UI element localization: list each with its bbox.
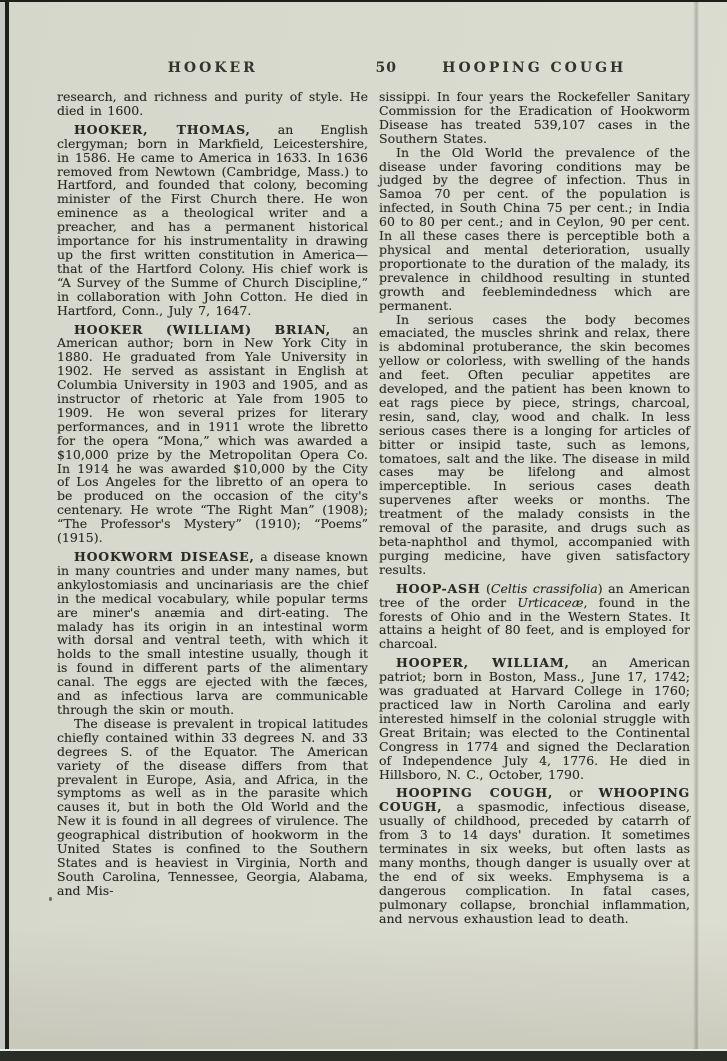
- body-text: ) an American tree of the order: [379, 580, 690, 610]
- entry-headword: HOOKER, THOMAS,: [74, 121, 251, 137]
- body-text: sissippi. In four years the Rockefeller Sanitary Commission for the Eradication of Hookworm Disease has treated 539,107 cases in the Southern States.: [379, 89, 690, 146]
- body-text: The disease is prevalent in tropical latitudes chiefly contained within 33 degrees N. and 33 degrees S. of the Equator. The American variety of the disease differs from that prevalent in Europe, Asia, and Africa, in the symptoms as well as in the parasite which causes it, but in both the Old World and the New it is found in all degrees of virulence. The geographical distribution of hookworm in the United States is confined to the Southern States and is heaviest in Virginia, North and South Carolina, Tennessee, Georgia, Alabama, and Mis-: [57, 715, 368, 898]
- header-left-title: HOOKER: [167, 60, 258, 76]
- body-text: an American author; born in New York City in 1880. He graduated from Yale University in 1902. He served as assistant in English at Columbia University in 1903 and 1905, and as instructor of rhetoric at Yale from 1905 to 1909. He won several prizes for literary performances, and in 1911 wrote the libretto for the opera “Mona,” which was awarded a $10,000 prize by the Metropolitan Opera Co. In 1914 he was awarded $10,000 by the City of Los Angeles for the libretto of an opera to be produced on the occasion of the city's centenary. He wrote “The Right Man” (1908); “The Professor's Mystery” (1910); “Poems” (1915).: [57, 321, 368, 546]
- continuation-paragraph: [379, 90, 690, 146]
- entry-hooper-william: [379, 656, 690, 781]
- entry-headword: WHOOPING COUGH,: [379, 785, 691, 815]
- entry-hooker-thomas: [57, 123, 368, 318]
- hookworm-distribution-paragraph: [57, 717, 368, 898]
- scan-top-edge: [0, 0, 727, 2]
- continuation-paragraph: [57, 90, 368, 118]
- text-columns: [57, 90, 690, 925]
- body-text: an English clergyman; born in Markfield, Leicestershire, in 1586. He came to America in 1633. In 1636 removed from Newtown (Cambridge, Mass.) to Hartford, and founded that colony, becoming minister of the First Church there. He won eminence as a theological writer and a preacher, and has a permanent historical importance for his instrumentality in drawing up the first written constitution in America—that of the Hartford Colony. His chief work is “A Survey of the Summe of Church Discipline,” in collaboration with John Cotton. He died in Hartford, Conn., July 7, 1647.: [57, 121, 368, 318]
- entry-headword: HOOKWORM DISEASE,: [74, 549, 255, 564]
- book-page: [9, 2, 727, 1049]
- body-text: research, and richness and purity of style. He died in 1600.: [57, 89, 368, 118]
- body-text: , found in the forests of Ohio and in the Western States. It attains a height of 80 feet, and is employed for charcoal.: [379, 594, 691, 652]
- entry-hooker-william-brian: [57, 323, 368, 546]
- body-text: (: [480, 580, 491, 596]
- right-column: [379, 90, 690, 925]
- left-column: [57, 90, 368, 925]
- body-text: a disease known in many countries and under many names, but ankylostomiasis and uncinariasis are the chief in the medical vocabulary, while popular terms are miner's anæmia and dirt-eating. The malady has its origin in an intestinal worm with dorsal and ventral teeth, with which it holds to the small intestine usually, though it is found in different parts of the alimentary canal. The eggs are ejected with the fæces, and as infectious larva are communicable through the skin or mouth.: [57, 549, 368, 717]
- scan-bottom-edge: [0, 1051, 727, 1061]
- header-right-title: HOOPING COUGH: [442, 60, 627, 76]
- entry-headword: HOOPER, WILLIAM,: [396, 655, 570, 671]
- latin-name: Urticaceæ: [517, 594, 584, 610]
- old-world-prevalence-paragraph: [379, 146, 690, 313]
- entry-hookworm-disease: [57, 550, 368, 717]
- entry-headword: HOOKER (WILLIAM) BRIAN,: [74, 321, 331, 337]
- serious-cases-paragraph: [379, 313, 690, 577]
- body-text: or: [553, 785, 599, 801]
- page-fold-shadow: [693, 0, 700, 1061]
- body-text: an American patriot; born in Boston, Mass., June 17, 1742; was graduated at Harvard College in 1760; practiced law in North Carolina and early interested himself in the colonial struggle with Great Britain; was elected to the Continental Congress in 1774 and signed the Declaration of Independence July 4, 1776. He died in Hillsboro, N. C., October, 1790.: [379, 655, 690, 782]
- entry-headword: HOOP-ASH: [396, 580, 481, 596]
- body-text: a spasmodic, infectious disease, usually of childhood, preceded by catarrh of from 3 to 14 days' duration. It sometimes terminates in six weeks, but often lasts as many months, though danger is usually over at the end of six weeks. Emphysema is a dangerous complication. In fatal cases, pulmonary collapse, bronchial inflammation, and nervous exhaustion lead to death.: [379, 799, 690, 926]
- ink-speck: [49, 897, 52, 901]
- entry-hoop-ash: [379, 582, 690, 652]
- latin-name: Celtis crassifolia: [490, 580, 598, 596]
- body-text: In serious cases the body becomes emaciated, the muscles shrink and relax, there is abdominal protuberance, the skin becomes yellow or colorless, with swelling of the hands and feet. Often peculiar appetites are developed, and the patient has been known to eat rags piece by piece, strings, charcoal, resin, sand, clay, wood and chalk. In less serious cases there is a longing for articles of bitter or insipid taste, such as lemons, tomatoes, salt and the like. The disease in mild cases may be lifelong and almost imperceptible. In serious cases death supervenes after weeks or months. The treatment of the malady consists in the removal of the parasite, and drugs such as beta-naphthol and thymol, accompanied with purging medicine, have given satisfactory results.: [379, 311, 690, 577]
- entry-headword: HOOPING COUGH,: [396, 785, 554, 801]
- page-number: 50: [375, 60, 397, 76]
- body-text: In the Old World the prevalence of the disease under favoring conditions may be judged by the degree of infection. Thus in Samoa 70 per cent. of the population is infected, in South China 75 per cent.; in India 60 to 80 per cent.; and in Ceylon, 90 per cent. In all these cases there is perceptible both a physical and mental deterioration, usually proportionate to the duration of the malady, its prevalence in childhood resulting in stunted growth and feeblemindedness which are permanent.: [379, 144, 690, 313]
- entry-hooping-cough: [379, 786, 690, 925]
- running-head: [57, 60, 690, 76]
- page-left-dark-edge: [5, 0, 9, 1049]
